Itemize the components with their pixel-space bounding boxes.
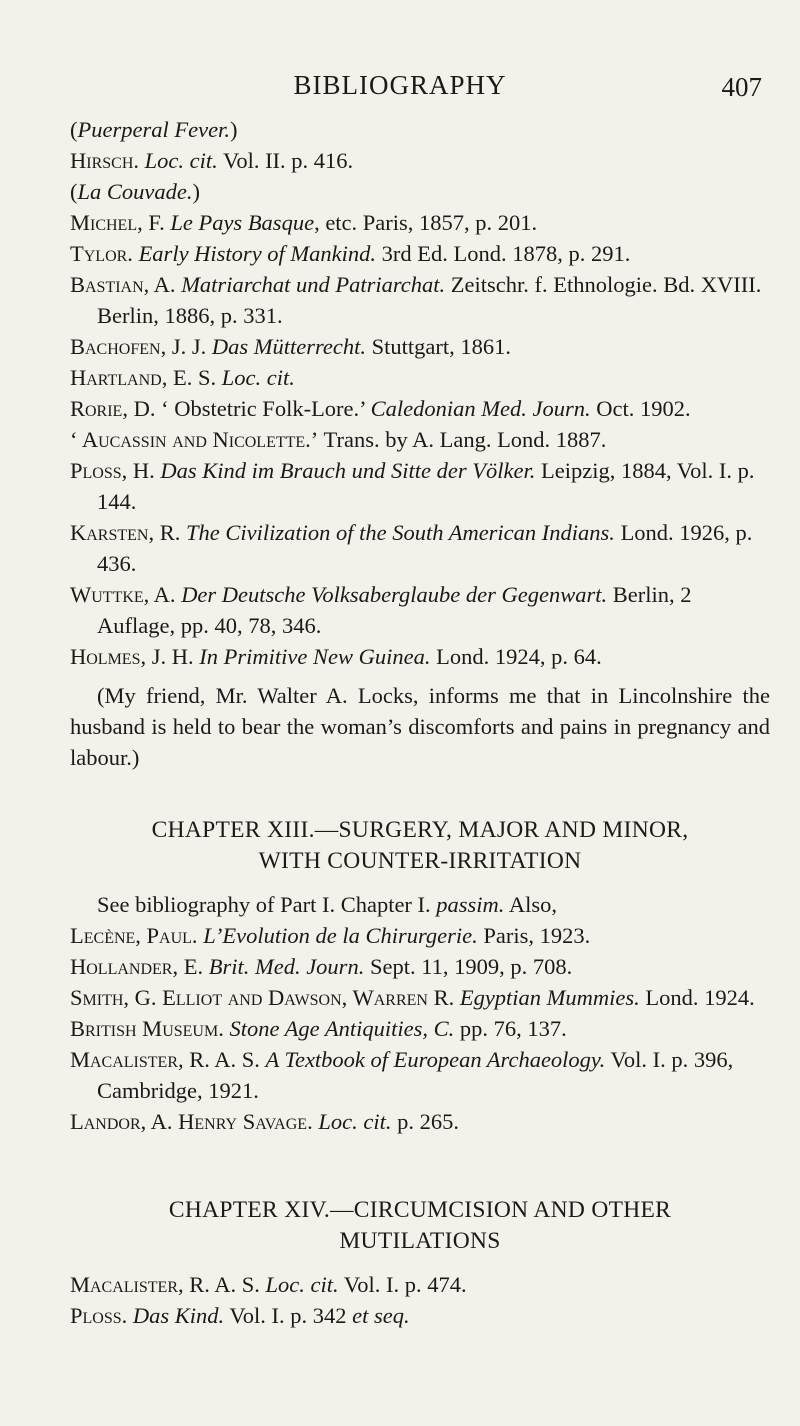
entry-ploss-14: Ploss. Das Kind. Vol. I. p. 342 et seq. (70, 1303, 410, 1328)
entry-macalister: Macalister, R. A. S. A Textbook of European Archaeology. Vol. I. p. 396, Cambridge, 1921. (70, 1047, 734, 1103)
section-label-couvade: (La Couvade.) (70, 179, 200, 204)
bibliography-content (70, 114, 770, 1331)
entry-british-museum: British Museum. Stone Age Antiquities, C. pp. 76, 137. (70, 1016, 567, 1041)
entry-karsten: Karsten, R. The Civilization of the South American Indians. Lond. 1926, p. 436. (70, 520, 753, 576)
entry-smith-dawson: Smith, G. Elliot and Dawson, Warren R. Egyptian Mummies. Lond. 1924. (70, 985, 755, 1010)
entry-bastian: Bastian, A. Matriarchat und Patriarchat. Zeitschr. f. Ethnologie. Bd. XVIII. Berlin, 1886, p. 331. (70, 272, 762, 328)
author-note: (My friend, Mr. Walter A. Locks, informs me that in Lincolnshire the husband is held to bear the woman’s discomforts and pains in pregnancy and labour.) (70, 683, 770, 770)
entry-ploss: Ploss, H. Das Kind im Brauch und Sitte der Völker. Leipzig, 1884, Vol. I. p. 144. (70, 458, 755, 514)
chapter-13-heading-line-1: CHAPTER XIII.—SURGERY, MAJOR AND MINOR, (151, 817, 689, 843)
chapter-13-heading-line-2: WITH COUNTER-IRRITATION (258, 848, 582, 874)
entry-rorie: Rorie, D. ‘ Obstetric Folk-Lore.’ Caledonian Med. Journ. Oct. 1902. (70, 396, 691, 421)
chapter-14-heading-line-2: MUTILATIONS (339, 1228, 501, 1254)
entry-landor: Landor, A. Henry Savage. Loc. cit. p. 265. (70, 1109, 459, 1134)
chapter-13-intro: See bibliography of Part I. Chapter I. passim. Also, (97, 892, 557, 917)
entry-hartland: Hartland, E. S. Loc. cit. (70, 365, 295, 390)
entry-aucassin: ‘ Aucassin and Nicolette.’ Trans. by A. Lang. Lond. 1887. (70, 427, 607, 452)
entry-hollander: Hollander, E. Brit. Med. Journ. Sept. 11, 1909, p. 708. (70, 954, 573, 979)
entry-holmes: Holmes, J. H. In Primitive New Guinea. Lond. 1924, p. 64. (70, 644, 602, 669)
entry-lecene: Lecène, Paul. L’Evolution de la Chirurgerie. Paris, 1923. (70, 923, 591, 948)
entry-hirsch: Hirsch. Loc. cit. Vol. II. p. 416. (70, 148, 354, 173)
entry-bachofen: Bachofen, J. J. Das Mütterrecht. Stuttgart, 1861. (70, 334, 511, 359)
entry-macalister-14: Macalister, R. A. S. Loc. cit. Vol. I. p. 474. (70, 1272, 467, 1297)
running-head-title: BIBLIOGRAPHY (293, 70, 507, 100)
entry-wuttke: Wuttke, A. Der Deutsche Volksaberglaube der Gegenwart. Berlin, 2 Auflage, pp. 40, 78, 346. (70, 582, 692, 638)
entry-michel: Michel, F. Le Pays Basque, etc. Paris, 1857, p. 201. (70, 210, 538, 235)
chapter-14-heading-line-1: CHAPTER XIV.—CIRCUMCISION AND OTHER (168, 1197, 672, 1223)
running-head (0, 70, 800, 110)
entry-tylor: Tylor. Early History of Mankind. 3rd Ed. Lond. 1878, p. 291. (70, 241, 631, 266)
section-label-puerperal: (Puerperal Fever.) (70, 117, 238, 142)
chapter-14-heading (70, 1195, 770, 1257)
page-number: 407 (721, 72, 762, 102)
chapter-13-heading (70, 815, 770, 877)
